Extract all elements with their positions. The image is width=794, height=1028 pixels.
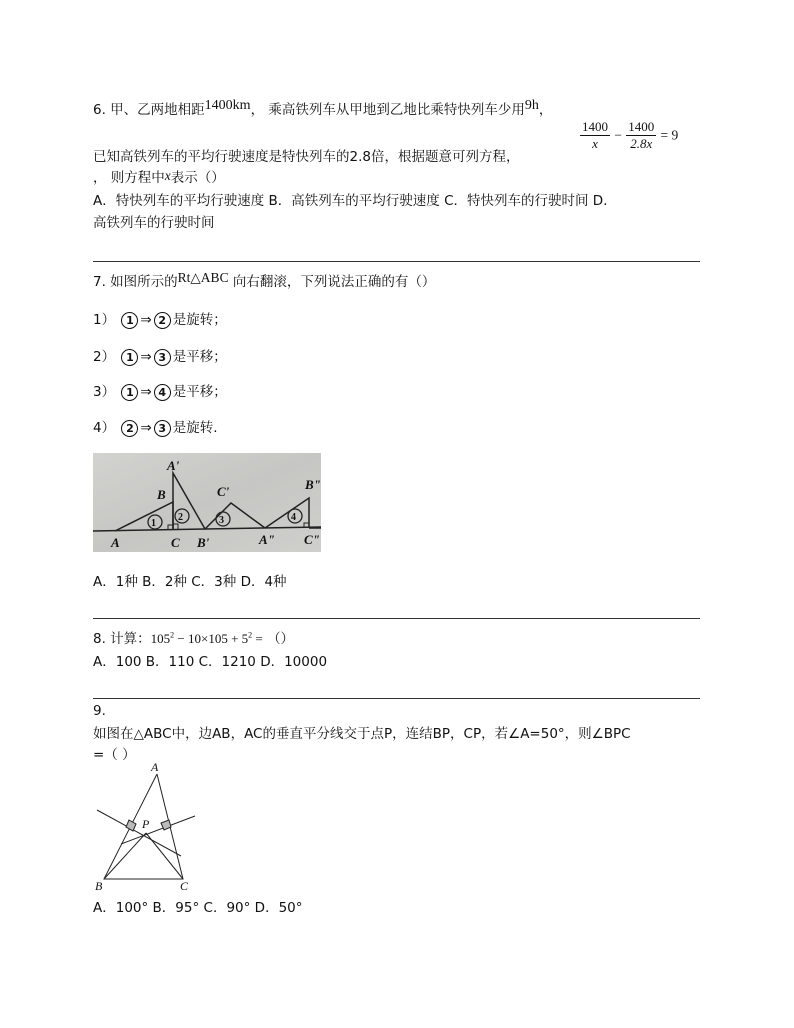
label-B: B <box>157 487 166 502</box>
q9-number: 9. <box>93 703 106 719</box>
label-B: B <box>95 879 103 892</box>
label-C: C <box>171 535 180 550</box>
q7-item-3: 3） 1 ⇒ 4 是平移； <box>93 384 227 400</box>
q6-options-1: A．特快列车的平均行驶速度 B．高铁列车的平均行驶速度 C．特快列车的行驶时间 D． <box>93 193 617 209</box>
circle-label-2: 2 <box>178 512 183 523</box>
rolling-triangle-diagram <box>93 453 321 552</box>
fraction-1: $\frac{1400}{x}$ <box>582 119 608 151</box>
divider <box>93 618 700 619</box>
q8-options: A．100 B．110 C．1210 D．10000 <box>93 654 328 670</box>
label-A: A <box>151 760 159 774</box>
q7-options: A．1种 B．2种 C．3种 D．4种 <box>93 574 287 590</box>
label-A-prime: A' <box>167 458 180 473</box>
q6-equation: $\frac{1400}{x}$ − $\frac{1400}{2.8x}$ = 9 <box>582 119 679 151</box>
triangle-bisector-figure <box>93 760 203 892</box>
label-C-prime: C' <box>217 484 230 499</box>
label-P: P <box>142 817 150 831</box>
q7-item-1: 1） 1 ⇒ 2 是旋转； <box>93 312 227 328</box>
circle-label-1: 1 <box>151 518 156 529</box>
q8-stem: 8. 计算：$105^2 - 10\times 105 + 5^2$ = （） <box>93 630 295 647</box>
q6-options-2: 高铁列车的行驶时间 <box>93 215 215 231</box>
label-B-double-prime: B" <box>305 477 321 492</box>
fraction-2: $\frac{1400}{2.8x}$ <box>628 119 655 151</box>
q9-stem-2: =（ ） <box>93 747 136 763</box>
q7-item-2: 2） 1 ⇒ 3 是平移； <box>93 349 227 365</box>
divider <box>93 698 700 699</box>
label-A: A <box>111 535 120 550</box>
q9-stem: 如图在△ABC中，边AB，AC的垂直平分线交于点P，连结BP，CP，若∠A=50°，则∠BPC <box>93 726 631 742</box>
q7-stem: 7. 如图所示的Rt△ABC 向右翻滚，下列说法正确的有（） <box>93 270 436 290</box>
label-A-double-prime: A" <box>259 532 275 547</box>
label-C: C <box>180 879 189 892</box>
circle-label-3: 3 <box>219 515 224 526</box>
q9-options: A．100° B．95° C．90° D．50° <box>93 900 303 916</box>
label-B-prime: B' <box>197 535 210 550</box>
q6-line2: 已知高铁列车的平均行驶速度是特快列车的2.8倍，根据题意可列方程， <box>93 149 520 165</box>
q6-line3: ， 则方程中x表示（） <box>93 168 225 186</box>
q7-item-4: 4） 2 ⇒ 3 是旋转. <box>93 420 218 436</box>
rolling-triangle-figure <box>93 453 321 552</box>
q8-expression: $105^2 - 10\times 105 + 5^2$ = <box>150 630 263 646</box>
circle-label-4: 4 <box>291 512 296 523</box>
divider <box>93 261 700 262</box>
q6-line1: 6. 甲、乙两地相距1400km， 乘高铁列车从甲地到乙地比乘特快列车少用9h， <box>93 98 553 118</box>
label-C-double-prime: C" <box>304 532 320 547</box>
